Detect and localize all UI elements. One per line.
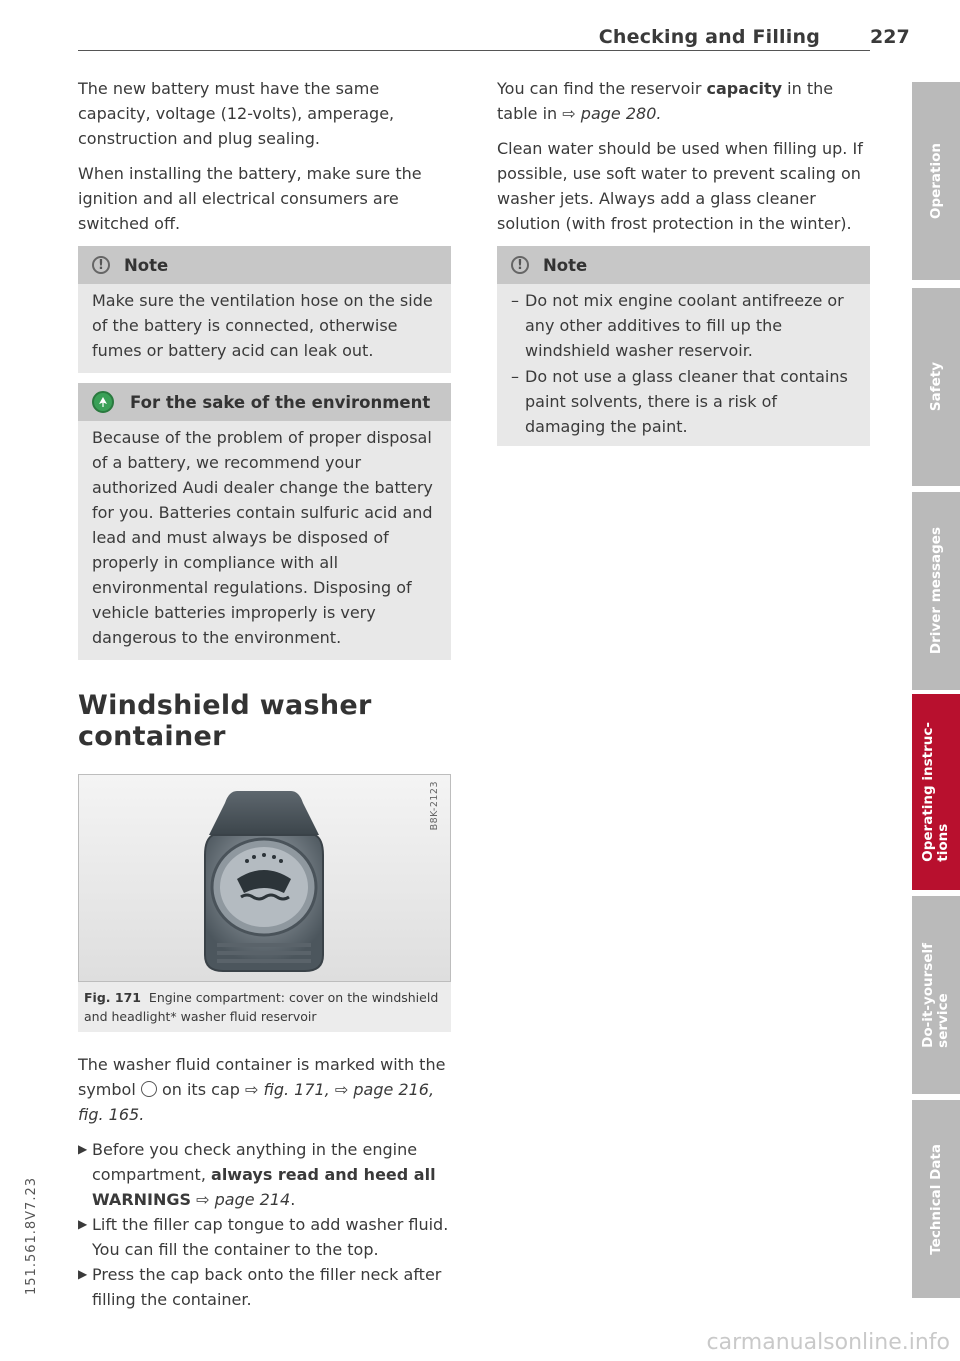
capacity-text-a: You can find the reservoir <box>497 79 702 98</box>
step-text: Lift the filler cap tongue to add washer fluid. You can fill the container to the top. <box>92 1215 449 1259</box>
right-column <box>497 76 870 456</box>
page-reference-link[interactable]: ⇨ page 216, fig. 165. <box>78 1080 435 1124</box>
figure-171 <box>78 774 451 1032</box>
page-reference-link[interactable]: ⇨ page 214 <box>196 1190 291 1209</box>
battery-note-box <box>78 246 451 373</box>
page-number: 227 <box>870 26 910 48</box>
figure-image <box>78 774 451 982</box>
step-text: Press the cap back onto the filler neck after filling the container. <box>92 1265 442 1309</box>
note-list-item <box>511 288 856 363</box>
side-tab-label: Driver messages <box>927 527 944 655</box>
environment-header <box>78 383 451 421</box>
side-tab-do-it-yourself-service[interactable] <box>912 896 960 1094</box>
note-title: Note <box>543 255 588 275</box>
note-body <box>497 284 870 446</box>
note-info-icon: ! <box>92 256 110 274</box>
side-tab-technical-data[interactable] <box>912 1100 960 1298</box>
step-item <box>78 1262 451 1312</box>
side-tab-label: Operation <box>927 142 944 220</box>
page-reference-link[interactable]: ⇨ page 280. <box>562 104 662 123</box>
environment-title: For the sake of the environment <box>130 392 431 412</box>
note-text: Make sure the ventilation hose on the side of the battery is connected, otherwise fumes or battery acid can leak out. <box>92 291 433 360</box>
note-item-text: Do not use a glass cleaner that contains paint solvents, there is a risk of damaging the paint. <box>525 367 848 436</box>
side-tab-label: Safety <box>927 362 944 412</box>
figure-caption-text: Engine compartment: cover on the windshield and headlight* washer fluid reservoir <box>84 990 439 1024</box>
step-text: Before you check anything in the engine compartment, <box>92 1140 418 1184</box>
note-title: Note <box>124 255 169 275</box>
environment-body <box>78 421 451 660</box>
note-body <box>78 284 451 373</box>
battery-install-paragraph: When installing the battery, make sure the ignition and all electrical consumers are switched off. <box>78 164 422 233</box>
figure-caption <box>78 982 451 1028</box>
step-item <box>78 1212 451 1262</box>
header-rule <box>78 50 870 51</box>
step-end: . <box>290 1190 296 1209</box>
washer-note-box <box>497 246 870 446</box>
capacity-paragraph <box>497 76 870 126</box>
clean-water-paragraph: Clean water should be used when filling up. If possible, use soft water to prevent scaling on washer jets. Always add a glass cleaner solution (with frost protection in the winter). <box>497 139 863 233</box>
figure-code: B8K-2123 <box>429 781 440 831</box>
margin-document-code: 151.561.8V7.23 <box>24 1177 39 1295</box>
fig-reference-link[interactable]: ⇨ fig. 171, <box>244 1080 330 1099</box>
figure-label: Fig. 171 <box>84 990 141 1005</box>
side-tab-operation[interactable] <box>912 82 960 280</box>
side-tab-driver-messages[interactable] <box>912 492 960 690</box>
capacity-bold: capacity <box>706 79 783 98</box>
washer-para-text-b: on its cap <box>161 1080 240 1099</box>
battery-spec-paragraph: The new battery must have the same capacity, voltage (12-volts), amperage, construction and plug sealing. <box>78 79 395 148</box>
watermark: carmanualsonline.info <box>706 1330 950 1355</box>
environment-leaf-icon <box>92 391 114 413</box>
side-tab-label: Do-it-yourself service <box>920 942 951 1048</box>
step-bold-text: always read and heed all WARNINGS <box>92 1165 436 1209</box>
note-header <box>497 246 870 284</box>
dash-bullet: – <box>511 367 519 386</box>
step-item <box>78 1137 451 1212</box>
washer-symbol-icon <box>141 1081 157 1097</box>
note-info-icon: ! <box>511 256 529 274</box>
left-column <box>78 76 451 1312</box>
capacity-text-b: in the table in <box>497 79 834 123</box>
side-tab-safety[interactable] <box>912 288 960 486</box>
note-item-text: Do not mix engine coolant antifreeze or any other additives to fill up the windshield washer reservoir. <box>525 291 844 360</box>
step-arrow-icon: ▶ <box>78 1267 88 1281</box>
header-title: Checking and Filling <box>598 26 820 48</box>
washer-symbol-paragraph <box>78 1052 451 1127</box>
side-tab-label: Technical Data <box>927 1143 944 1255</box>
dash-bullet: – <box>511 291 519 310</box>
washer-cap-illustration <box>79 775 449 981</box>
note-list-item <box>511 364 856 439</box>
side-tab-label: Operating instruc- tions <box>920 722 951 862</box>
environment-text: Because of the problem of proper disposal of a battery, we recommend your authorized Audi dealer change the battery for you. Batteries contain sulfuric acid and lead and must always be disposed of properly in compliance with all environmental regulations. Disposing of vehicle batteries improperly is very dangerous to the environment. <box>92 428 433 647</box>
washer-para-text-a: The washer fluid container is marked with the symbol <box>78 1055 446 1099</box>
step-arrow-icon: ▶ <box>78 1142 88 1156</box>
environment-box <box>78 383 451 660</box>
step-arrow-icon: ▶ <box>78 1217 88 1231</box>
side-tab-operating-instructions[interactable] <box>912 694 960 890</box>
section-title: Windshield washer container <box>78 690 372 752</box>
note-header <box>78 246 451 284</box>
